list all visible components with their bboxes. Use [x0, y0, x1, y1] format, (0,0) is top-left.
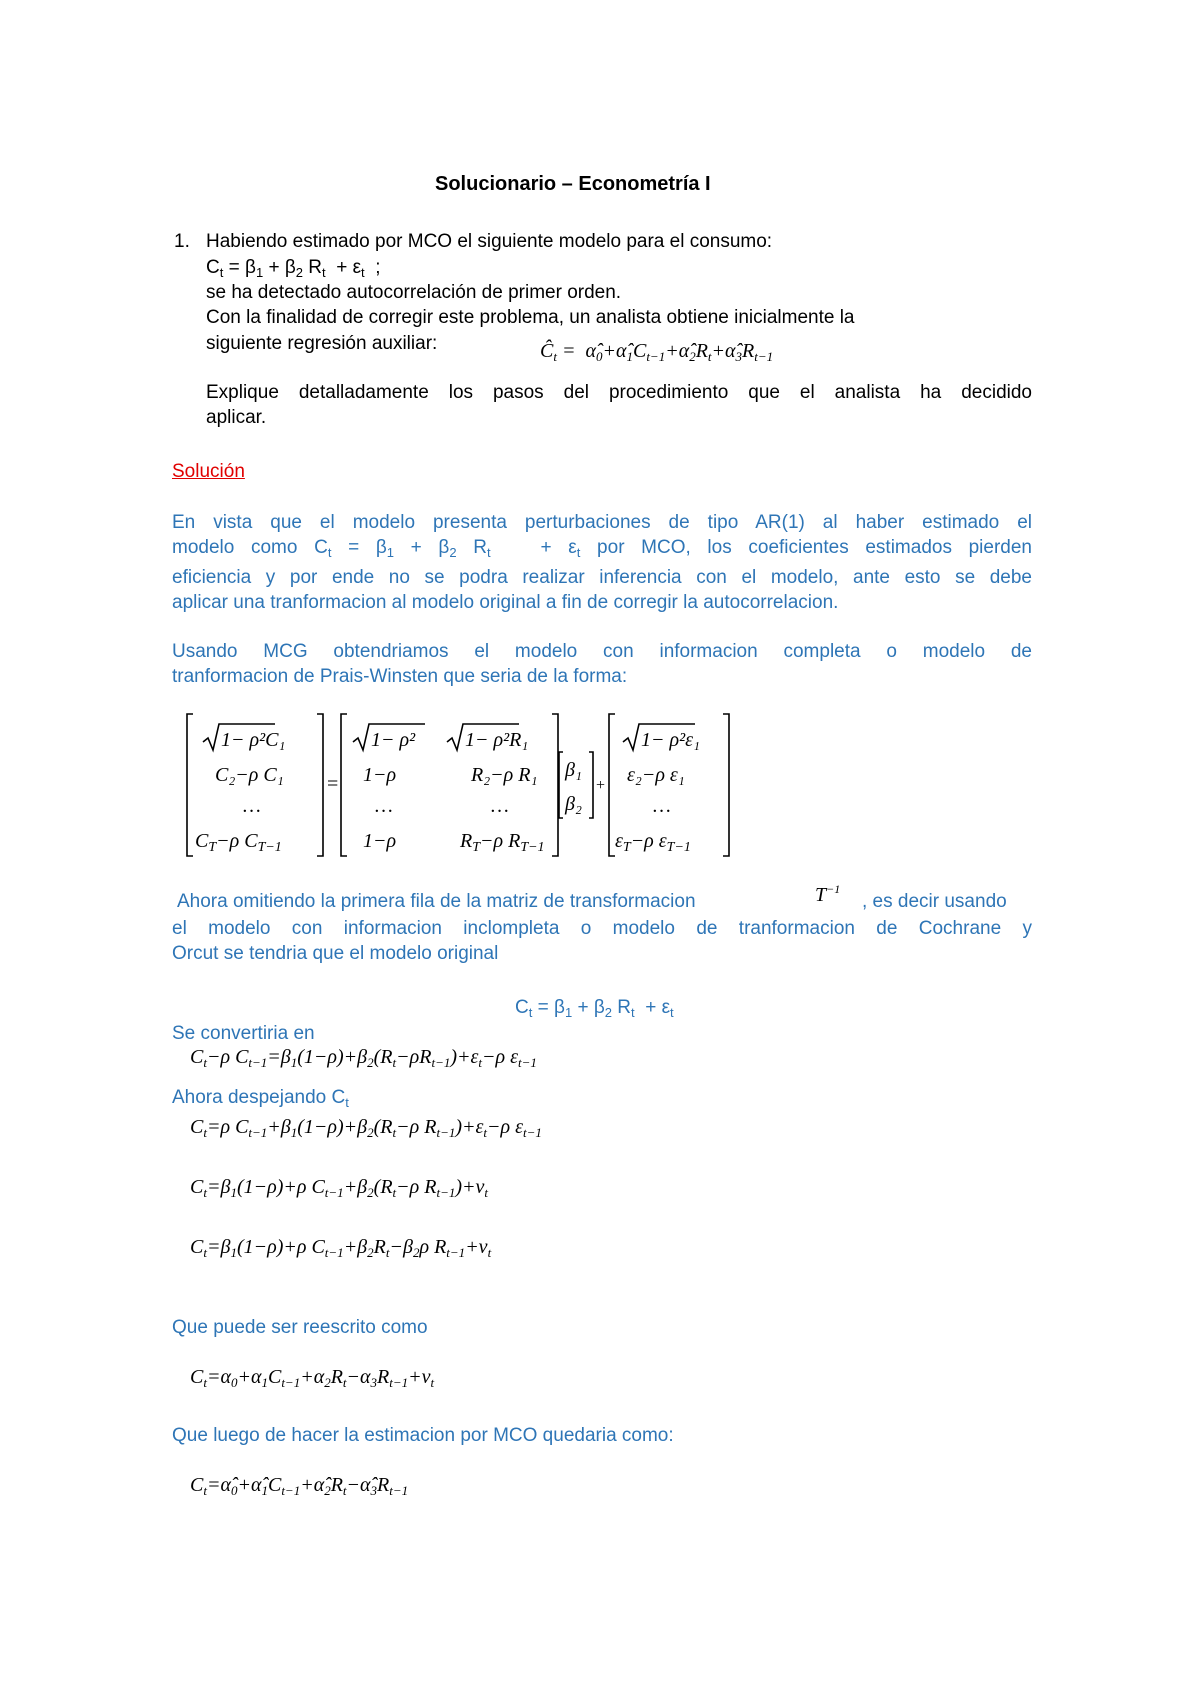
reescrito-label: Que puede ser reescrito como — [172, 1317, 428, 1338]
svg-text:=: = — [327, 773, 339, 795]
matrix-left-row-4: $C_T-\rho$ $C_{T-1}$ — [195, 830, 282, 855]
matrix-left-row-1: 1− ρ²C₁ — [221, 729, 286, 751]
svg-text:1− ρ²ε₁: 1− ρ²ε₁ — [641, 729, 700, 751]
svg-text:RT−ρ RT−1: $R_T-\rho$ $R_{T-1}$ — [460, 830, 545, 855]
despejando-label: Ahora despejando $C_t$ — [172, 1087, 349, 1110]
equation-3: $C_t=\beta_1(1-\rho)+\rho$ $C_{t-1}+\beta_2(R_t-\rho$ $R_{t-1})+v_t$ — [190, 1176, 489, 1200]
svg-text:…: … — [653, 795, 671, 817]
equation-4: $C_t=\beta_1(1-\rho)+\rho$ $C_{t-1}+\beta_2R_t-\beta_2\rho$ $R_{t-1}+v_t$ — [190, 1236, 492, 1260]
svg-text:εT−ρ εT−1: $\varepsilon_T-\rho$ $\varepsilon_{T-1}$ — [615, 830, 691, 855]
question-line-1: Habiendo estimado por MCO el siguiente modelo para el consumo: — [206, 231, 773, 252]
question-number: 1. — [174, 231, 190, 252]
svg-text:1− ρ²R₁: 1− ρ²R₁ — [465, 729, 529, 751]
svg-text:ε₂−ρ ε₁: ε₂−ρ ε₁ — [627, 764, 685, 786]
question-model: $C_t = \beta_1 + \beta_2$ $R_t + \varepsilon_t$ ; — [206, 257, 381, 280]
question-instruction: Explique detalladamente los pasos del procedimiento que el analista ha decidido aplicar. — [206, 382, 1032, 428]
question-line-4: Con la finalidad de corregir este problema, un analista obtiene inicialmente la — [206, 307, 855, 328]
matrix-left-row-3: … — [243, 795, 261, 817]
question-line-5: siguiente regresión auxiliar: — [206, 333, 438, 354]
auxiliary-regression-equation: $Ĉ_t$ = $\alphâ_0+\alphâ_1C_{t-1}+\alphâ_2R_t+\alphâ_3R_{t-1}$ — [540, 340, 774, 364]
solution-paragraph-3-line-1b: , es decir usando — [862, 891, 1007, 912]
luego-label: Que luego de hacer la estimacion por MCO quedaria como: — [172, 1425, 674, 1446]
equation-5: $C_t=\alpha_0+\alpha_1C_{t-1}+\alpha_2R_t-\alpha_3R_{t-1}+v_t$ — [190, 1366, 435, 1390]
matrix-left-row-2: C₂−ρ C₁ — [215, 764, 284, 786]
prais-winsten-matrix-equation — [185, 710, 745, 860]
svg-text:β₂: β₂ — [565, 793, 582, 815]
question-line-3: se ha detectado autocorrelación de primer orden. — [206, 282, 622, 303]
transformation-matrix-inverse: $T^{-1}$ — [815, 882, 841, 906]
equation-1: $C_t-\rho$ $C_{t-1}=\beta_1(1-\rho)+\beta_2(R_t-\rho R_{t-1})+\varepsilon_t-\rho$ $\varepsilon_{t-1}$ — [190, 1046, 537, 1070]
solution-paragraph-1: En vista que el modelo presenta perturbaciones de tipo AR(1) al haber estimado el modelo como $C_t = \beta_1 + \beta_2$ $R_t + \varepsilon_t$ por MCO, los coeficientes estimados pierden eficiencia y por ende no se podra realizar inferencia con el modelo, ante esto se debe aplicar una tranformacion al modelo original a fin de corregir la autocorrelacion. — [172, 512, 1032, 613]
solution-paragraph-3-line-1: Ahora omitiendo la primera fila de la matriz de transformacion — [177, 891, 696, 912]
equation-2: $C_t=\rho$ $C_{t-1}+\beta_1(1-\rho)+\beta_2(R_t-\rho$ $R_{t-1})+\varepsilon_t-\rho$ $\varepsilon_{t-1}$ — [190, 1116, 542, 1140]
page-title: Solucionario – Econometría I — [435, 173, 711, 195]
svg-text:β₁: β₁ — [565, 759, 582, 781]
svg-text:1−ρ: 1−ρ — [363, 764, 397, 786]
solution-paragraph-2: Usando MCG obtendriamos el modelo con informacion completa o modelo de tranformacion de Prais-Winsten que seria de la forma: — [172, 641, 1032, 687]
svg-text:+: + — [596, 777, 606, 794]
se-convertiria-label: Se convertiria en — [172, 1023, 315, 1044]
svg-text:1− ρ²: 1− ρ² — [371, 729, 416, 751]
equation-6: $C_t=\alphâ_0+\alphâ_1C_{t-1}+\alphâ_2R_t-\alphâ_3R_{t-1}$ — [190, 1474, 409, 1498]
original-model-centered: $C_t = \beta_1 + \beta_2$ $R_t + \varepsilon_t$ — [515, 997, 674, 1020]
solution-paragraph-3: el modelo con informacion inclompleta o modelo de tranformacion de Cochrane y Orcut se tendria que el modelo original — [172, 918, 1032, 964]
svg-text:1−ρ: 1−ρ — [363, 830, 397, 852]
svg-text:R₂−ρ R₁: R₂−ρ R₁ — [471, 764, 538, 786]
svg-text:…: … — [491, 795, 509, 817]
solution-heading: Solución — [172, 461, 245, 482]
svg-text:…: … — [375, 795, 393, 817]
